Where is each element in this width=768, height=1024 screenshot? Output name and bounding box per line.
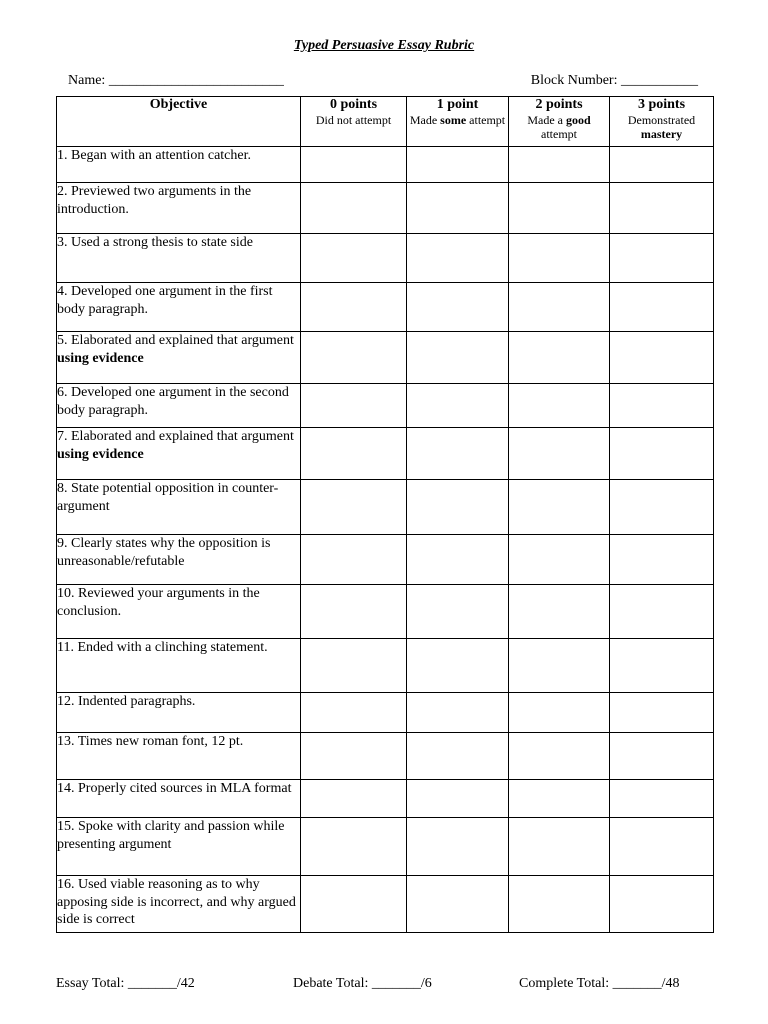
score-cell-2[interactable]	[509, 283, 610, 332]
score-cell-2[interactable]	[509, 332, 610, 384]
score-cell-3[interactable]	[610, 585, 714, 639]
objective-cell: 6. Developed one argument in the second body paragraph.	[57, 384, 301, 428]
table-row	[57, 733, 714, 780]
objective-cell: 9. Clearly states why the opposition is unreasonable/refutable	[57, 535, 301, 585]
score-cell-0[interactable]	[301, 147, 407, 183]
score-cell-2[interactable]	[509, 585, 610, 639]
table-row	[57, 332, 714, 384]
objective-cell: 5. Elaborated and explained that argument using evidence	[57, 332, 301, 384]
score-cell-1[interactable]	[407, 384, 509, 428]
score-cell-3[interactable]	[610, 183, 714, 234]
score-cell-0[interactable]	[301, 585, 407, 639]
score-cell-2[interactable]	[509, 780, 610, 818]
score-cell-2[interactable]	[509, 733, 610, 780]
score-cell-1[interactable]	[407, 332, 509, 384]
objective-cell: 11. Ended with a clinching statement.	[57, 639, 301, 693]
score-cell-2[interactable]	[509, 183, 610, 234]
objective-cell: 2. Previewed two arguments in the introduction.	[57, 183, 301, 234]
score-cell-2[interactable]	[509, 147, 610, 183]
table-row	[57, 535, 714, 585]
block-number-field[interactable]: Block Number: ___________	[530, 73, 698, 88]
objective-cell: 7. Elaborated and explained that argument using evidence	[57, 428, 301, 480]
score-cell-0[interactable]	[301, 283, 407, 332]
objective-cell: 10. Reviewed your arguments in the conclusion.	[57, 585, 301, 639]
score-cell-1[interactable]	[407, 428, 509, 480]
score-cell-0[interactable]	[301, 639, 407, 693]
points-description: Did not attempt	[315, 113, 392, 127]
score-cell-1[interactable]	[407, 535, 509, 585]
score-cell-3[interactable]	[610, 535, 714, 585]
objective-cell: 14. Properly cited sources in MLA format	[57, 780, 301, 818]
score-cell-1[interactable]	[407, 693, 509, 733]
score-cell-3[interactable]	[610, 332, 714, 384]
complete-total[interactable]: Complete Total: _______/48	[519, 976, 680, 991]
score-cell-2[interactable]	[509, 818, 610, 876]
score-cell-1[interactable]	[407, 780, 509, 818]
points-label: 3 points	[637, 97, 686, 112]
info-row	[68, 73, 698, 91]
score-cell-0[interactable]	[301, 780, 407, 818]
score-cell-2[interactable]	[509, 639, 610, 693]
score-cell-0[interactable]	[301, 480, 407, 535]
score-cell-1[interactable]	[407, 234, 509, 283]
score-cell-3[interactable]	[610, 234, 714, 283]
score-cell-2[interactable]	[509, 535, 610, 585]
score-cell-1[interactable]	[407, 147, 509, 183]
table-row	[57, 693, 714, 733]
score-cell-3[interactable]	[610, 147, 714, 183]
objective-cell: 12. Indented paragraphs.	[57, 693, 301, 733]
score-cell-1[interactable]	[407, 283, 509, 332]
score-cell-3[interactable]	[610, 639, 714, 693]
points-header-3	[610, 97, 714, 147]
score-cell-0[interactable]	[301, 818, 407, 876]
objective-cell: 1. Began with an attention catcher.	[57, 147, 301, 183]
points-description: Made some attempt	[409, 113, 506, 127]
name-field[interactable]: Name: _________________________	[68, 73, 284, 88]
table-row	[57, 480, 714, 535]
score-cell-2[interactable]	[509, 234, 610, 283]
score-cell-1[interactable]	[407, 818, 509, 876]
score-cell-1[interactable]	[407, 183, 509, 234]
objective-header: Objective	[57, 97, 301, 147]
table-row	[57, 639, 714, 693]
points-header-0	[301, 97, 407, 147]
score-cell-1[interactable]	[407, 585, 509, 639]
score-cell-0[interactable]	[301, 733, 407, 780]
score-cell-2[interactable]	[509, 428, 610, 480]
score-cell-2[interactable]	[509, 876, 610, 933]
objective-cell: 3. Used a strong thesis to state side	[57, 234, 301, 283]
score-cell-2[interactable]	[509, 480, 610, 535]
score-cell-2[interactable]	[509, 384, 610, 428]
table-row	[57, 183, 714, 234]
table-row	[57, 585, 714, 639]
table-row	[57, 384, 714, 428]
table-row	[57, 283, 714, 332]
debate-total[interactable]: Debate Total: _______/6	[293, 976, 432, 991]
score-cell-3[interactable]	[610, 384, 714, 428]
score-cell-3[interactable]	[610, 480, 714, 535]
score-cell-0[interactable]	[301, 332, 407, 384]
table-row	[57, 780, 714, 818]
header-row	[57, 97, 714, 147]
points-label: 2 points	[535, 97, 583, 112]
table-row	[57, 876, 714, 933]
score-cell-3[interactable]	[610, 733, 714, 780]
objective-cell: 16. Used viable reasoning as to why apposing side is incorrect, and why argued side is correct	[57, 876, 301, 933]
score-cell-3[interactable]	[610, 818, 714, 876]
score-cell-3[interactable]	[610, 693, 714, 733]
score-cell-0[interactable]	[301, 535, 407, 585]
points-description: Made a good attempt	[527, 113, 591, 141]
points-description: Demonstrated mastery	[627, 113, 696, 141]
score-cell-1[interactable]	[407, 876, 509, 933]
totals-row	[56, 976, 713, 994]
score-cell-1[interactable]	[407, 733, 509, 780]
score-cell-0[interactable]	[301, 876, 407, 933]
score-cell-0[interactable]	[301, 234, 407, 283]
objective-cell: 15. Spoke with clarity and passion while presenting argument	[57, 818, 301, 876]
score-cell-3[interactable]	[610, 780, 714, 818]
points-label: 0 points	[329, 97, 378, 112]
essay-total[interactable]: Essay Total: _______/42	[56, 976, 195, 991]
table-row	[57, 818, 714, 876]
score-cell-0[interactable]	[301, 428, 407, 480]
score-cell-0[interactable]	[301, 384, 407, 428]
objective-cell: 8. State potential opposition in counter-argument	[57, 480, 301, 535]
score-cell-3[interactable]	[610, 283, 714, 332]
points-header-1	[407, 97, 509, 147]
score-cell-1[interactable]	[407, 480, 509, 535]
score-cell-3[interactable]	[610, 428, 714, 480]
score-cell-0[interactable]	[301, 693, 407, 733]
score-cell-0[interactable]	[301, 183, 407, 234]
points-header-2	[509, 97, 610, 147]
points-label: 1 point	[436, 97, 479, 112]
score-cell-2[interactable]	[509, 693, 610, 733]
rubric-table	[56, 96, 714, 933]
objective-cell: 13. Times new roman font, 12 pt.	[57, 733, 301, 780]
score-cell-3[interactable]	[610, 876, 714, 933]
table-row	[57, 428, 714, 480]
score-cell-1[interactable]	[407, 639, 509, 693]
page-title: Typed Persuasive Essay Rubric	[293, 38, 475, 53]
table-row	[57, 234, 714, 283]
objective-cell: 4. Developed one argument in the first body paragraph.	[57, 283, 301, 332]
table-row	[57, 147, 714, 183]
